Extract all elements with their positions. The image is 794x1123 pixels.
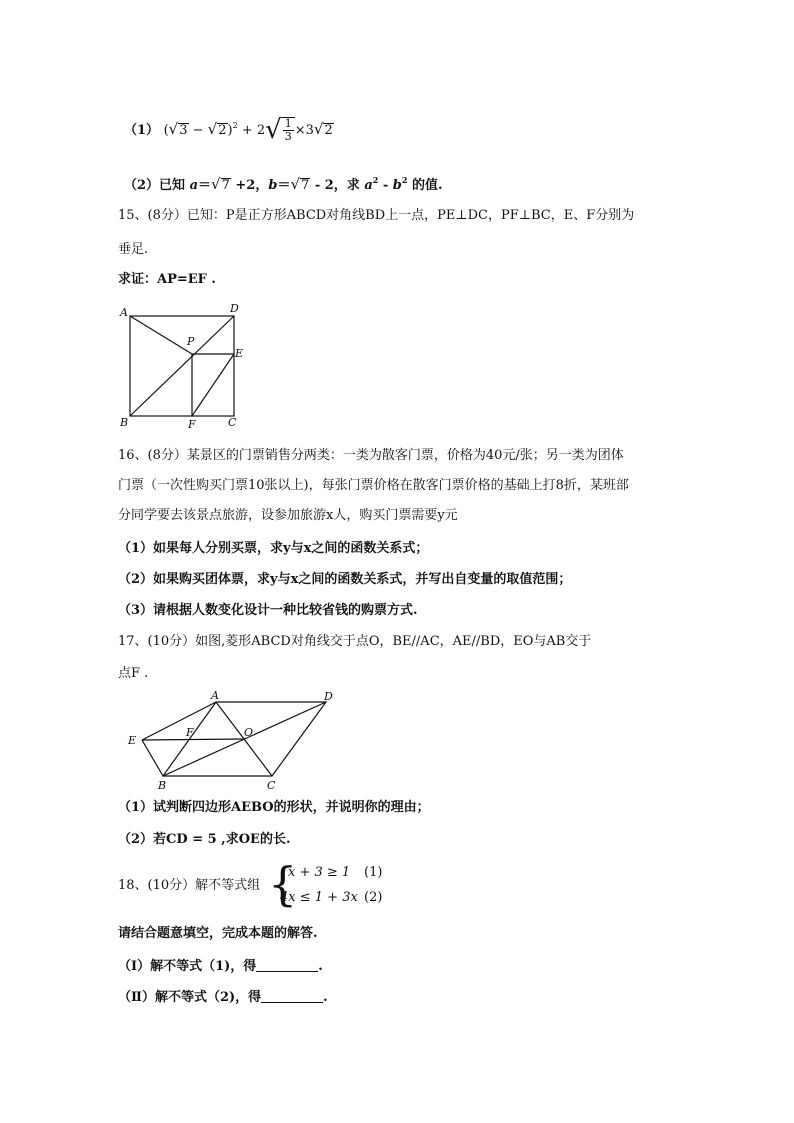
q18-step1 [118,957,323,977]
label-f: F [186,726,194,739]
label-a: A [211,690,219,702]
q15-square-figure [118,300,258,432]
q14-part1-expression: $(√3 - √2)^2 + 2√$ $\frac{1}{3}$ ×3√2 [163,115,333,145]
label-e: E [235,347,244,360]
q17-line1: 17、(10分）如图,菱形ABCD对角线交于点O，BE//AC，AE//BD，EO与AB交于 [118,634,592,649]
q16-line2: 门票（一次性购买门票10张以上)，每张门票价格在散客门票价格的基础上打8折，某班部 [118,478,629,493]
label-d: D [230,302,239,315]
label-c: C [228,416,237,429]
q18-step1-text: （Ⅰ）解不等式（1)，得 [118,959,257,974]
q18-step2-end: . [323,990,328,1005]
label-f: F [188,418,196,431]
q18-step2 [118,988,328,1008]
q16-item2: （2）如果购买团体票，求y与x之间的函数关系式，并写出自变量的取值范围； [118,572,572,587]
q17-item1: （1）试判断四边形AEBO的形状，并说明你的理由； [118,800,430,815]
q17-rhombus-figure [120,690,350,794]
label-e: E [128,734,137,747]
label-a: A [120,306,128,319]
q14-part1-exponent: 2 [232,121,238,130]
q14-part1 [124,115,334,145]
q18-prefix: 18、(10分）解不等式组 [118,878,261,893]
q14-frac-num: 1 [284,117,292,130]
q18-brace: { [268,857,298,911]
label-o: O [244,726,254,739]
q18-inequality-1: x + 3 ≥ 1 [288,865,351,880]
segment-eo [142,739,244,740]
q15-line1: 15、(8分）已知：P是正方形ABCD对角线BD上一点，PE⊥DC，PF⊥BC，E、F分别为 [118,208,635,223]
label-b: B [120,416,129,429]
q18-instruction: 请结合题意填空，完成本题的解答. [118,926,318,941]
label-p: P [187,335,195,348]
segment-eb [142,740,163,776]
segment-ae [142,702,216,740]
q16-item1: （1）如果每人分别买票，求y与x之间的函数关系式； [118,541,429,556]
label-b: B [158,779,167,792]
q18-answer-blank-1[interactable] [256,957,318,972]
q15-line3: 求证：AP=EF . [118,272,216,287]
q18-answer-blank-2[interactable] [261,988,323,1003]
q18-step2-text: （Ⅱ）解不等式（2)，得 [118,990,262,1005]
diagonal-bd [130,316,234,416]
q16-line1: 16、(8分）某景区的门票销售分两类：一类为散客门票，价格为40元/张；另一类为团体 [118,448,624,463]
q18-inequality-1-tag: (1) [364,865,383,880]
q15-line2: 垂足. [118,242,149,257]
segment-ef [192,354,234,416]
q14-part2: （2）已知 a＝√7 +2，b＝√7 - 2，求 $a^2 - b^2$ 的值. [124,175,443,193]
q18-inequality-2: 4x ≤ 1 + 3x [280,890,358,905]
q18-step1-end: . [318,959,323,974]
q16-item3: （3）请根据人数变化设计一种比较省钱的购票方式. [118,603,418,618]
q17-item2: （2）若CD = 5 ,求OE的长. [118,832,291,847]
q16-line3: 分同学要去该景点旅游，设参加旅游x人，购买门票需要y元 [118,508,458,523]
q14-part1-label: （1） [124,123,160,138]
segment-ap [130,316,192,354]
q14-part2-label: （2） [124,178,160,193]
q17-line2: 点F . [118,666,149,681]
label-d: D [324,690,333,703]
label-c: C [267,779,276,792]
q14-frac-den: 3 [284,130,292,143]
q18-inequality-2-tag: (2) [364,890,383,905]
